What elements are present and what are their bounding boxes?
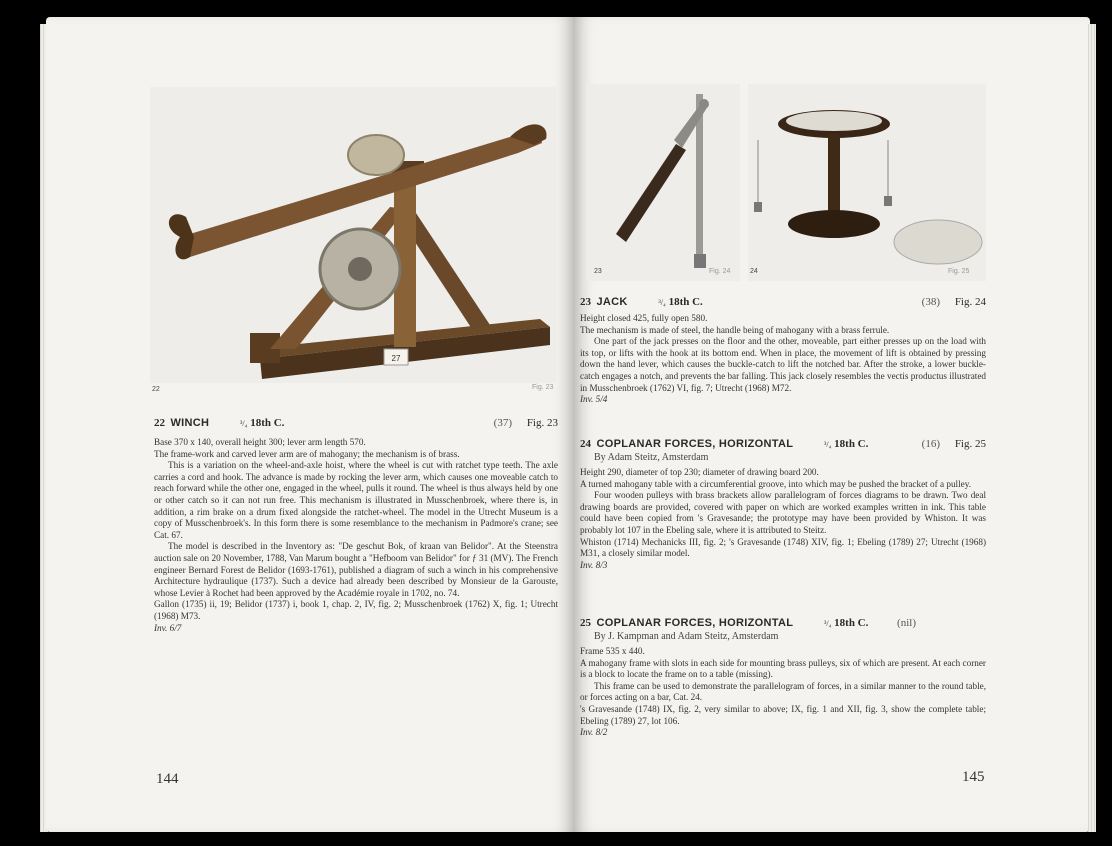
entry-body <box>154 437 558 634</box>
entry-paragraph: 's Gravesande (1748) IX, fig. 2, very similar to above; IX, fig. 1 and XII, fig. 3, show the complete table; Ebeling (1789) 27, lot 106. <box>580 703 986 726</box>
figure-label: Fig. 23 <box>532 384 554 391</box>
entry-number: 23 <box>580 296 591 308</box>
entry-ref-number: (16) <box>921 438 940 450</box>
entry-inventory: Inv. 8/3 <box>580 559 608 570</box>
left-page <box>46 17 574 832</box>
entry-paragraph: Base 370 x 140, overall height 300; lever arm length 570. <box>154 437 366 447</box>
entry-fig-ref: Fig. 24 <box>954 296 986 308</box>
page-edges-right <box>1088 24 1096 832</box>
entry-title: COPLANAR FORCES, HORIZONTAL <box>596 617 794 629</box>
entry-paragraph: This frame can be used to demonstrate the parallelogram of forces, in a similar manner to the round table, or forces acting on a bar, Cat. 24. <box>580 680 986 703</box>
entry-date: 18th C. <box>250 417 285 429</box>
entry-paragraph: Gallon (1735) ii, 19; Belidor (1737) i, book 1, chap. 2, IV, fig. 2; Musschenbroek (1762) X, fig. 1; Utrecht (1968) M73. <box>154 599 558 621</box>
entry-title: JACK <box>596 296 628 308</box>
entry-scale: ³/₄ <box>658 298 666 307</box>
entry-fig-ref: Fig. 25 <box>954 438 986 450</box>
entry-date: 18th C. <box>834 438 869 450</box>
entry-heading <box>580 617 986 629</box>
entry-ref-number: (nil) <box>897 617 916 629</box>
entry-paragraph: One part of the jack presses on the floor and the other, moveable, part either presses up on the load with its top, or lifts with the hook at its bottom end. When in place, the movement of lift is obtained by pressing down the hand lever, which causes the buckle-catch to lift the notched bar. After the stroke, a lower buckle-catch engages a notch, and prevents the bar falling. This jack closely resembles the vectis productus illustrated in Musschenbroek (1762) VI, fig. 7; Utrecht (1968) M72. <box>580 336 986 393</box>
coplanar-table-illustration <box>748 84 986 281</box>
entry-number: 22 <box>154 417 165 429</box>
entry-inventory: Inv. 5/4 <box>580 394 608 405</box>
jack-photo <box>586 84 740 281</box>
entry-byline: By Adam Steitz, Amsterdam <box>594 452 709 463</box>
winch-photo <box>150 87 556 383</box>
figure-number: 23 <box>594 268 602 275</box>
entry-paragraph: Height closed 425, fully open 580. <box>580 313 708 323</box>
page-number-left: 144 <box>156 771 179 787</box>
jack-illustration <box>586 84 740 281</box>
entry-date: 18th C. <box>834 617 869 629</box>
entry-scale: ³/₄ <box>823 440 832 449</box>
entry-scale: ³/₄ <box>240 419 248 428</box>
entry-fig-ref: Fig. 23 <box>526 417 558 429</box>
figure-label: Fig. 24 <box>709 268 731 275</box>
right-page <box>574 17 1090 832</box>
entry-heading <box>580 296 986 308</box>
entry-scale: ³/₄ <box>823 619 832 628</box>
entry-number: 24 <box>580 438 591 450</box>
entry-paragraph: Frame 535 x 440. <box>580 646 645 656</box>
entry-paragraph: Four wooden pulleys with brass brackets allow parallelogram of forces diagrams to be drawn. Two deal drawing boards are provided, covered with paper on which are worked examples written in ink. This table could have been copied from 's Gravesande; the prototype may have been provided by Whiston. It was probably lot 107 in the Ebeling sale, where it is attributed to Steitz. <box>580 490 986 535</box>
entry-body <box>580 313 986 406</box>
entry-inventory: Inv. 6/7 <box>154 622 182 633</box>
entry-paragraph: A mahogany frame with slots in each side for mounting brass pulleys, six of which are present. At each corner is a block to locate the frame on to a table (missing). <box>580 657 986 680</box>
entry-inventory: Inv. 8/2 <box>580 727 608 738</box>
entry-ref-number: (38) <box>921 296 940 308</box>
entry-date: 18th C. <box>668 296 703 308</box>
entry-paragraph: A turned mahogany table with a circumferential groove, into which may be pushed the bracket of a pulley. <box>580 478 972 489</box>
entry-number: 25 <box>580 617 591 629</box>
figure-number: 22 <box>152 386 160 393</box>
entry-title: COPLANAR FORCES, HORIZONTAL <box>596 438 794 450</box>
entry-heading <box>154 417 558 429</box>
coplanar-table-photo <box>748 84 986 281</box>
entry-paragraph: The frame-work and carved lever arm are of mahogany; the mechanism is of brass. <box>154 448 460 459</box>
entry-paragraph: This is a variation on the wheel-and-axle hoist, where the wheel is cut with ratchet type teeth. The axle carries a cord and hook. The advance is made by rocking the lever arm, which causes one moveable catch to reach forward while the other one, engaged in the wheel, pulls it round. The wheel is thus always held by one or other catch so it can not run free. This mechanism is illustrated in Musschenbroek, where there is, in addition, a rim brake on a drum fixed alongside the ratchet-wheel. The model in the Utrecht Museum is a copy of Musschenbroek's. In this form there is some resemblance to the mechanism in Padmore's crane; see Cat. 67. <box>154 460 558 540</box>
page-number-right: 145 <box>962 769 985 785</box>
figure-label: Fig. 25 <box>948 268 970 275</box>
winch-tag-text: 27 <box>391 354 401 363</box>
entry-title: WINCH <box>170 417 210 429</box>
entry-paragraph: The mechanism is made of steel, the handle being of mahogany with a brass ferrule. <box>580 324 890 335</box>
entry-paragraph: The model is described in the Inventory as: "De geschut Bok, of kraan van Belidor". At the Steenstra auction sale on 20 November, 1788, Van Marum bought a "Hefboom van Belidor" for ƒ 31 (MV). The French engineer Bernard Forest de Belidor (1693-1761), published a diagram of such a winch in his comprehensive Architecture hydraulique (1737). Such a device had already been described by Monsieur de la Garouste, whose Levier à Rochet had been approved by the Académie royale in 1702, no. 74. <box>154 541 558 598</box>
winch-illustration <box>150 87 556 383</box>
entry-heading <box>580 438 986 450</box>
entry-body <box>580 467 986 571</box>
figure-number: 24 <box>750 268 758 275</box>
entry-ref-number: (37) <box>493 417 512 429</box>
entry-paragraph: Whiston (1714) Mechanicks III, fig. 2; 's Gravesande (1748) XIV, fig. 1; Ebeling (1789) 27; Utrecht (1968) M31, a closely similar model. <box>580 536 986 559</box>
entry-byline: By J. Kampman and Adam Steitz, Amsterdam <box>594 631 779 642</box>
entry-paragraph: Height 290, diameter of top 230; diameter of drawing board 200. <box>580 467 819 477</box>
entry-body <box>580 646 986 739</box>
